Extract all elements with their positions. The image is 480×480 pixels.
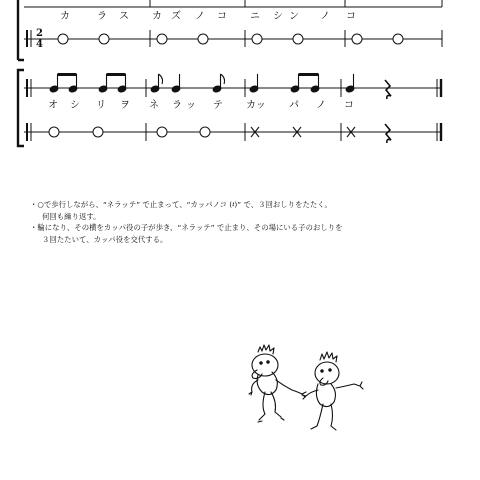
beamed-eighth-notes bbox=[98, 74, 126, 93]
quarter-note bbox=[249, 74, 258, 93]
lyric-syllable: シ bbox=[70, 100, 80, 111]
instruction-line: ３回たたいて、カッパ役を交代する。 bbox=[42, 234, 168, 244]
walk-circle bbox=[293, 34, 303, 44]
beamed-eighth-notes bbox=[49, 74, 77, 93]
system1-bracket bbox=[18, 0, 24, 60]
walk-circle bbox=[93, 127, 103, 137]
system2-bracket bbox=[18, 70, 24, 146]
walk-circle bbox=[352, 34, 362, 44]
lyric-syllable: カッ bbox=[246, 100, 266, 111]
lyric-syllable: コ bbox=[217, 11, 227, 22]
lyric-syllable: パ bbox=[289, 100, 299, 111]
lyric-syllable: ノ bbox=[320, 11, 330, 22]
time-signature-bottom: 4 bbox=[36, 39, 43, 50]
lyric-syllable: ス bbox=[119, 11, 129, 22]
lyric-syllable: オ bbox=[48, 100, 58, 111]
system2-lyrics bbox=[48, 99, 354, 111]
lyric-syllable: ネ bbox=[149, 100, 159, 111]
eighth-note bbox=[212, 74, 224, 93]
kappa-right bbox=[302, 352, 363, 430]
instruction-line: 何回も繰り返す。 bbox=[42, 211, 101, 221]
quarter-note bbox=[345, 74, 354, 93]
lyric-syllable: ラ bbox=[97, 11, 107, 22]
walk-circle bbox=[252, 34, 262, 44]
eighth-note bbox=[150, 74, 162, 93]
time-signature-top: 2 bbox=[36, 28, 43, 39]
instruction-line: ・○で歩行しながら、“ネラッテ” で止まって、“カッパノコ (𝄽)” で、３回おしりをたたく。 bbox=[30, 200, 332, 209]
instruction-line: ・輪になり、その横をカッパ役の子が歩き、“ネラッテ” で止まり、その場にいる子のおしりを bbox=[30, 223, 343, 232]
walk-circle bbox=[200, 127, 210, 137]
instructions bbox=[30, 199, 450, 245]
walk-circle bbox=[393, 34, 403, 44]
lyric-syllable: テ bbox=[213, 100, 223, 111]
lyric-syllable: ン bbox=[289, 11, 299, 22]
lyric-syllable: ッ bbox=[186, 100, 196, 111]
lyric-syllable: シ bbox=[273, 11, 283, 22]
kappa-left bbox=[249, 345, 306, 422]
lyric-syllable: コ bbox=[346, 11, 356, 22]
walk-circle bbox=[157, 127, 167, 137]
lyric-syllable: ヲ bbox=[120, 100, 130, 111]
kappa-illustration bbox=[249, 345, 363, 430]
lyric-syllable: リ bbox=[96, 100, 106, 111]
beamed-eighth-notes bbox=[290, 74, 319, 93]
quarter-rest bbox=[385, 124, 391, 143]
walk-circle bbox=[157, 34, 167, 44]
quarter-rest bbox=[385, 80, 391, 99]
lyric-syllable: カ bbox=[152, 11, 162, 22]
walk-circle bbox=[99, 34, 109, 44]
walk-circle bbox=[58, 34, 68, 44]
walk-circle bbox=[198, 34, 208, 44]
lyric-syllable: ノ bbox=[195, 11, 205, 22]
lyric-syllable: カ bbox=[60, 11, 70, 22]
lyric-syllable: ニ bbox=[250, 11, 260, 22]
walk-circle bbox=[49, 127, 59, 137]
lyric-syllable: ノ bbox=[316, 100, 326, 111]
lyric-syllable: ズ bbox=[171, 11, 181, 22]
lyric-syllable: ラ bbox=[172, 100, 182, 111]
lyric-syllable: コ bbox=[344, 100, 354, 111]
quarter-note bbox=[171, 74, 180, 93]
system1-lyrics bbox=[60, 10, 356, 22]
